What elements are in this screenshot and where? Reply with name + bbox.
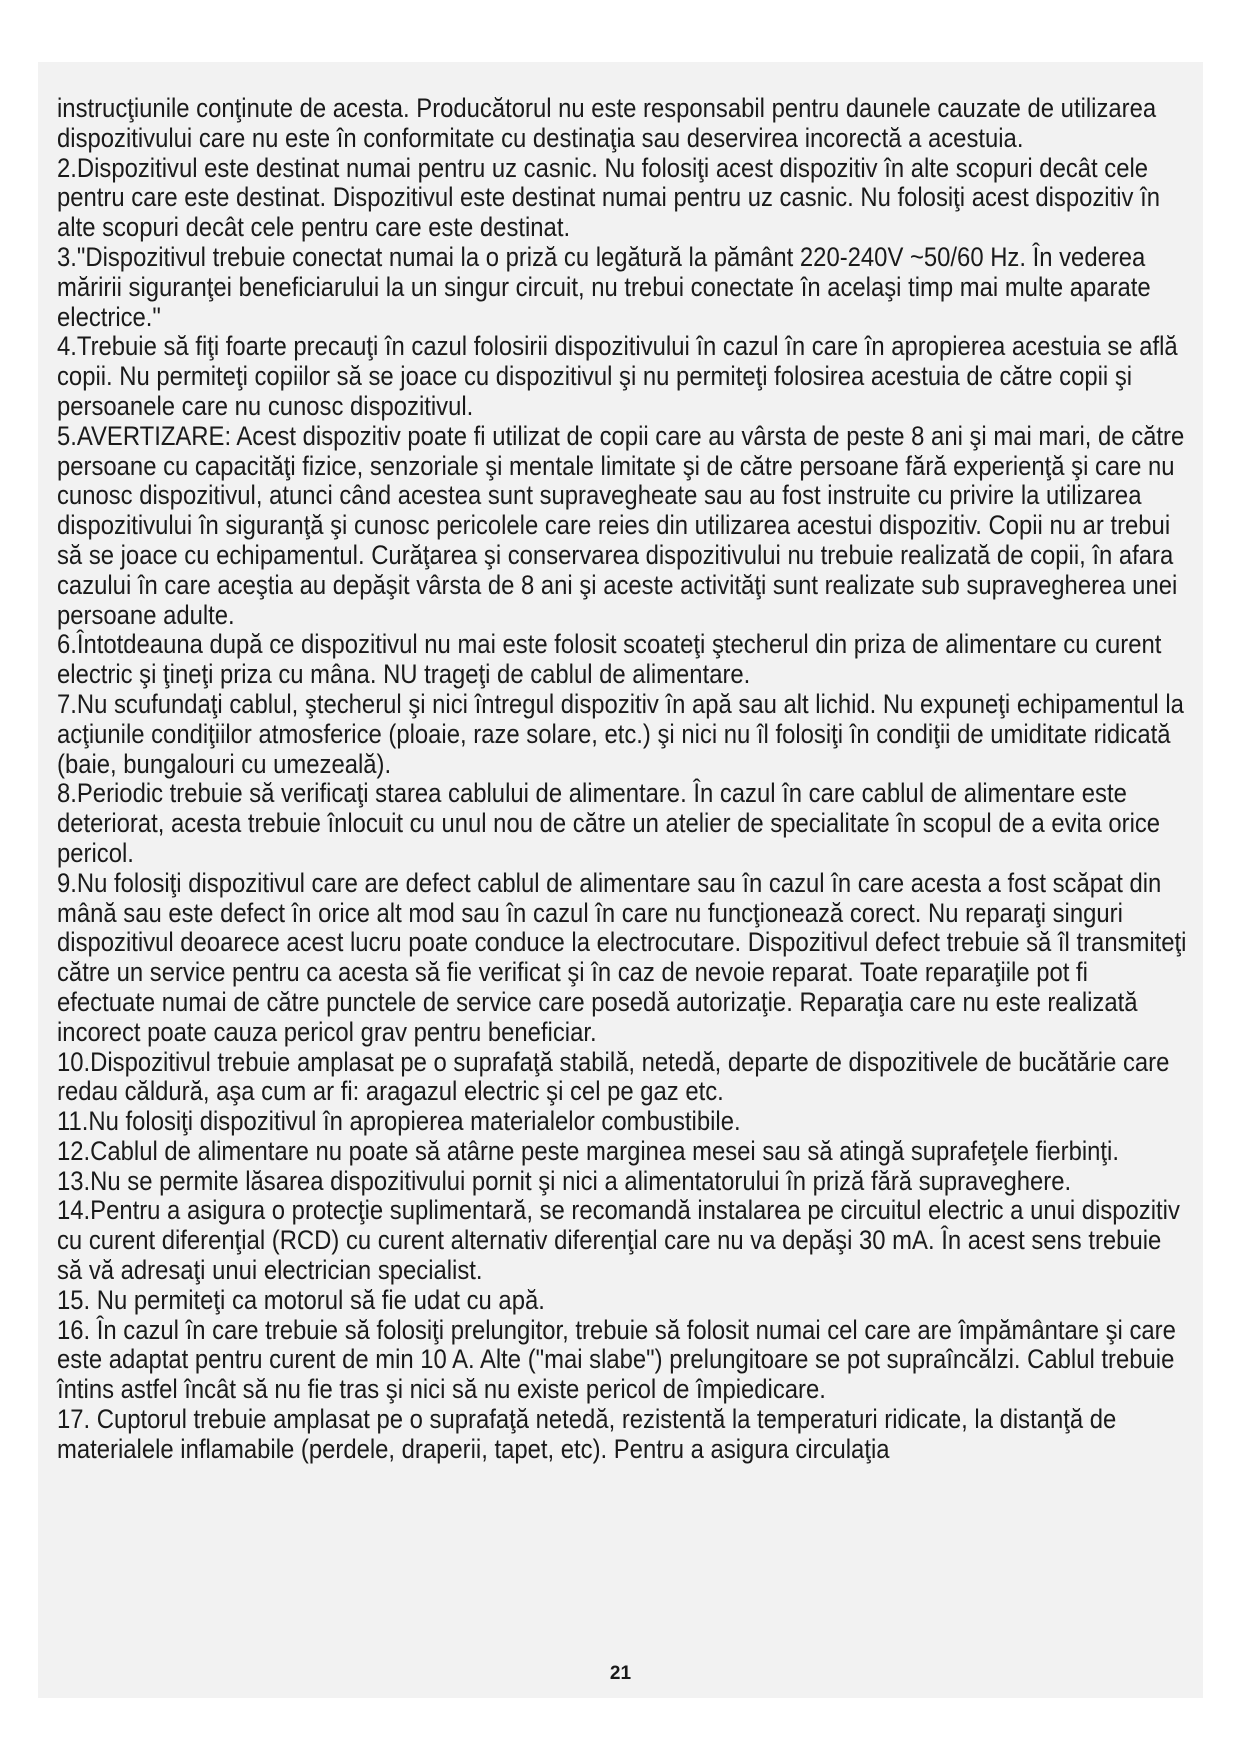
- paragraph-intro-continuation: instrucţiunile conţinute de acesta. Producătorul nu este responsabil pentru daunele cauzate de utilizarea dispozitivului care nu este în conformitate cu destinaţia sau deservirea incorectă a acestuia.: [57, 93, 1157, 153]
- paragraph-item-8: 8.Periodic trebuie să verificaţi starea cablului de alimentare. În cazul în care cablul de alimentare este deteriorat, acesta trebuie înlocuit cu unul nou de către un atelier de specialitate în scopul de a evita orice pericol.: [57, 778, 1161, 868]
- paragraph-item-16: 16. În cazul în care trebuie să folosiţi prelungitor, trebuie să folosit numai cel care are împământare şi care este adaptat pentru curent de min 10 A. Alte ("mai slabe") prelungitoare se pot supraîncălzi. Cablul trebuie întins astfel încât să nu fie tras şi nici să nu existe pericol de împiedicare.: [57, 1314, 1176, 1405]
- document-body: [57, 94, 1192, 1465]
- paragraph-item-9: 9.Nu folosiţi dispozitivul care are defect cablul de alimentare sau în cazul în care acesta a fost scăpat din mână sau este defect în orice alt mod sau în cazul în care nu funcţionează corect. Nu reparaţi singuri dispozitivul deoarece acest lucru poate conduce la electrocutare. Dispozitivul defect trebuie să îl transmiteţi către un service pentru ca acesta să fie verificat şi în caz de nevoie reparat. Toate reparaţiile pot fi efectuate numai de către punctele de service care posedă autorizaţie. Reparaţia care nu este realizată incorect poate cauza pericol grav pentru beneficiar.: [57, 867, 1187, 1047]
- paragraph-item-17: 17. Cuptorul trebuie amplasat pe o suprafaţă netedă, rezistentă la temperaturi ridicate, la distanţă de materialele inflamabile (perdele, draperii, tapet, etc). Pentru a asigura circulaţia: [57, 1404, 1117, 1464]
- page-number: 21: [609, 1663, 632, 1684]
- paragraph-item-11: 11.Nu folosiţi dispozitivul în apropierea materialelor combustibile.: [57, 1106, 741, 1137]
- paragraph-item-13: 13.Nu se permite lăsarea dispozitivului pornit şi nici a alimentatorului în priză fără supraveghere.: [57, 1165, 1072, 1196]
- paragraph-item-10: 10.Dispozitivul trebuie amplasat pe o suprafaţă stabilă, netedă, departe de dispozitivele de bucătărie care redau căldură, aşa cum ar fi: aragazul electric şi cel pe gaz etc.: [57, 1046, 1170, 1107]
- paragraph-item-12: 12.Cablul de alimentare nu poate să atârne peste marginea mesei sau să atingă suprafeţele fierbinţi.: [57, 1135, 1119, 1166]
- paragraph-item-14: 14.Pentru a asigura o protecţie suplimentară, se recomandă instalarea pe circuitul electric a unui dispozitiv cu curent diferenţial (RCD) cu curent alternativ diferenţial care nu va depăşi 30 mA. În acest sens trebuie să vă adresaţi unui electrician specialist.: [57, 1195, 1180, 1286]
- paragraph-item-7: 7.Nu scufundaţi cablul, ştecherul şi nici întregul dispozitiv în apă sau alt lichid. Nu expuneţi echipamentul la acţiunile condiţiilor atmosferice (ploaie, raze solare, etc.) şi nici nu îl folosiţi în condiţii de umiditate ridicată (baie, bungalouri cu umezeală).: [57, 688, 1184, 779]
- paragraph-item-6: 6.Întotdeauna după ce dispozitivul nu mai este folosit scoateţi ştecherul din priza de alimentare cu curent electric şi ţineţi priza cu mâna. NU trageţi de cablul de alimentare.: [57, 629, 1162, 690]
- paragraph-item-3: 3."Dispozitivul trebuie conectat numai la o priză cu legătură la pământ 220-240V ~50/60 Hz. În vederea măririi siguranţei beneficiarului la un singur circuit, nu trebui conectate în acelaşi timp mai multe aparate electrice.": [57, 241, 1151, 332]
- paragraph-item-2: 2.Dispozitivul este destinat numai pentru uz casnic. Nu folosiţi acest dispozitiv în alte scopuri decât cele pentru care este destinat. Dispozitivul este destinat numai pentru uz casnic. Nu folosiţi acest dispozitiv în alte scopuri decât cele pentru care este destinat.: [57, 152, 1160, 243]
- paragraph-item-15: 15. Nu permiteţi ca motorul să fie udat cu apă.: [57, 1284, 545, 1315]
- paragraph-item-4: 4.Trebuie să fiţi foarte precauţi în cazul folosirii dispozitivului în cazul în care în apropierea acestuia se află copii. Nu permiteţi copiilor să se joace cu dispozitivul şi nu permiteţi folosirea acestuia de către copii şi persoanele care nu cunosc dispozitivul.: [57, 331, 1178, 421]
- paragraph-item-5: 5.AVERTIZARE: Acest dispozitiv poate fi utilizat de copii care au vârsta de peste 8 ani şi mai mari, de către persoane cu capacităţi fizice, senzoriale şi mentale limitate şi de către persoane fără experienţă şi care nu cunosc dispozitivul, atunci când acestea sunt supravegheate sau au fost instruite cu privire la utilizarea dispozitivului în siguranţă şi cunosc pericolele care reies din utilizarea acestui dispozitiv. Copii nu ar trebui să se joace cu echipamentul. Curăţarea şi conservarea dispozitivului nu trebuie realizată de copii, în afara cazului în care aceştia au depăşit vârsta de 8 ani şi aceste activităţi sunt realizate sub supravegherea unei persoane adulte.: [57, 420, 1185, 630]
